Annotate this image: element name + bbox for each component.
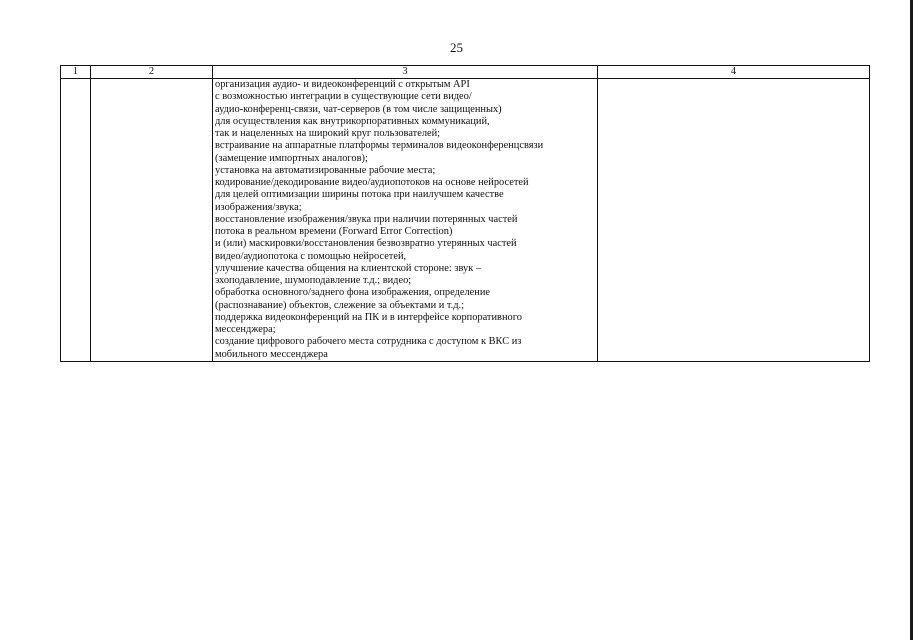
text-line: с возможностью интеграции в существующие сети видео/ [215,91,472,103]
text-line: кодирование/декодирование видео/аудиопотоков на основе нейросетей [215,177,529,188]
text-line: для осуществления как внутрикорпоративных коммуникаций, [215,115,490,127]
cell-col2 [91,79,213,362]
text-line: видео/аудиопотока с помощью нейросетей, [215,250,407,262]
text-line: и (или) маскировки/восстановления безвозвратно утерянных частей [215,238,517,250]
text-line: установка на автоматизированные рабочие места; [215,164,436,176]
text-line: так и нацеленных на широкий круг пользователей; [215,128,441,139]
text-line: мобильного мессенджера [215,348,328,360]
text-line: эхоподавление, шумоподавление т.д.; видео; [215,275,412,286]
text-line: (замещение импортных аналогов); [215,152,368,164]
text-line: создание цифрового рабочего места сотрудника с доступом к ВКС из [215,336,522,348]
text-line: обработка основного/заднего фона изображения, определение [215,287,491,299]
text-line: для целей оптимизации ширины потока при наилучшем качестве [215,189,504,201]
text-line: организация аудио- и видеоконференций с открытым API [215,79,470,90]
cell-col4 [598,79,870,362]
column-header-2: 2 [91,66,213,79]
text-line: улучшение качества общения на клиентской стороне: звук – [215,262,482,274]
column-header-3: 3 [213,66,598,79]
document-table [60,65,870,362]
text-line: изображения/звука; [215,201,302,213]
text-line: мессенджера; [215,324,276,335]
table-row [61,79,870,362]
column-header-1: 1 [61,66,91,79]
cell-col3 [213,79,598,362]
text-line: потока в реальном времени (Forward Error Correction) [215,226,453,237]
cell-col1 [61,79,91,362]
column-header-4: 4 [598,66,870,79]
text-line: восстановление изображения/звука при наличии потерянных частей [215,213,518,225]
page-number: 25 [450,40,463,55]
text-line: аудио-конференц-связи, чат-серверов (в том числе защищенных) [215,103,502,115]
text-line: встраивание на аппаратные платформы терминалов видеоконференцсвязи [215,140,544,152]
text-line: (распознавание) объектов, слежение за объектами и т.д.; [215,299,465,311]
table-header-row [61,66,870,79]
text-line: поддержка видеоконференций на ПК и в интерфейсе корпоративного [215,311,522,323]
